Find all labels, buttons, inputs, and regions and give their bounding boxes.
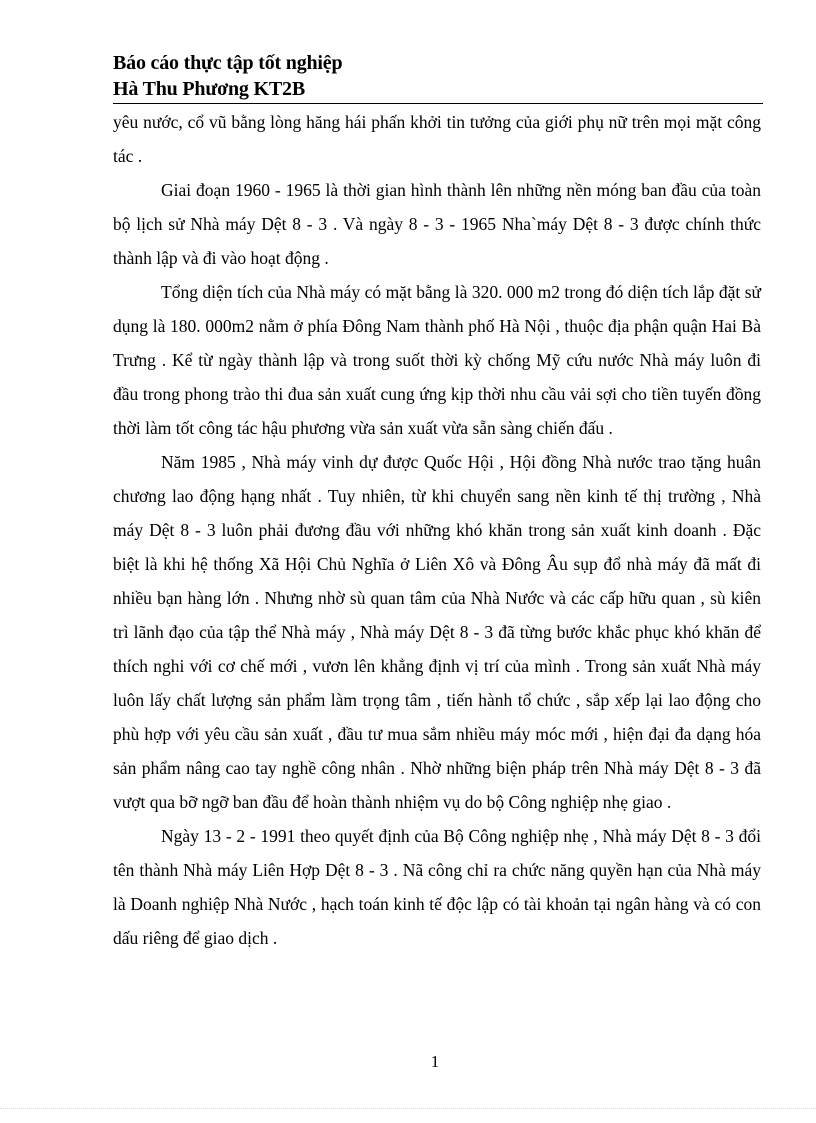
paragraph-1991: Ngày 13 - 2 - 1991 theo quyết định của Bộ Công nghiệp nhẹ , Nhà máy Dệt 8 - 3 đổi tên thành Nhà máy Liên Hợp Dệt 8 - 3 . Nã công chỉ ra chức năng quyền hạn của Nhà máy là Doanh nghiệp Nhà Nước , hạch toán kinh tế độc lập có tài khoản tại ngân hàng và có con dấu riêng để giao dịch . [113,826,761,948]
paragraph-continuation: yêu nước, cổ vũ bằng lòng hăng hái phấn khởi tin tưởng của giới phụ nữ trên mọi mặt công tác . [113,112,761,166]
author-line: Hà Thu Phương KT2B [113,78,305,100]
page-number: 1 [430,1052,440,1071]
report-title: Báo cáo thực tập tốt nghiệp [113,52,343,74]
document-body [113,105,761,955]
paragraph-founding: Giai đoạn 1960 - 1965 là thời gian hình thành lên những nền móng ban đầu của toàn bộ lịch sử Nhà máy Dệt 8 - 3 . Và ngày 8 - 3 - 1965 Nha`máy Dệt 8 - 3 được chính thức thành lập và đi vào hoạt động . [113,180,761,268]
paragraph-1985: Năm 1985 , Nhà máy vinh dự được Quốc Hội , Hội đồng Nhà nước trao tặng huân chương lao động hạng nhất . Tuy nhiên, từ khi chuyển sang nền kinh tế thị trường , Nhà máy Dệt 8 - 3 luôn phải đương đầu với những khó khăn trong sản xuất kinh doanh . Đặc biệt là khi hệ thống Xã Hội Chủ Nghĩa ở Liên Xô và Đông Âu sụp đổ nhà máy đã mất đi nhiều bạn hàng lớn . Nhưng nhờ sù quan tâm của Nhà Nước và các cấp hữu quan , sù kiên trì lãnh đạo của tập thể Nhà máy , Nhà máy Dệt 8 - 3 đã từng bước khắc phục khó khăn để thích nghi với cơ chế mới , vươn lên khẳng định vị trí của mình . Trong sản xuất Nhà máy luôn lấy chất lượng sản phẩm làm trọng tâm , tiến hành tổ chức , sắp xếp lại lao động cho phù hợp với yêu cầu sản xuất , đầu tư mua sắm nhiều máy móc mới , hiện đại đa dạng hóa sản phẩm nâng cao tay nghề công nhân . Nhờ những biện pháp trên Nhà máy Dệt 8 - 3 đã vượt qua bỡ ngỡ ban đầu để hoàn thành nhiệm vụ do bộ Công nghiệp nhẹ giao . [113,452,761,812]
footer-divider [0,1108,816,1109]
page-header [113,50,763,104]
paragraph-area: Tổng diện tích của Nhà máy có mặt bằng là 320. 000 m2 trong đó diện tích lắp đặt sử dụng là 180. 000m2 nằm ở phía Đông Nam thành phố Hà Nội , thuộc địa phận quận Hai Bà Trưng . Kể từ ngày thành lập và trong suốt thời kỳ chống Mỹ cứu nước Nhà máy luôn đi đầu trong phong trào thi đua sản xuất cung ứng kịp thời nhu cầu vải sợi cho tiền tuyến đồng thời làm tốt công tác hậu phương vừa sản xuất vừa sẵn sàng chiến đấu . [113,282,761,438]
